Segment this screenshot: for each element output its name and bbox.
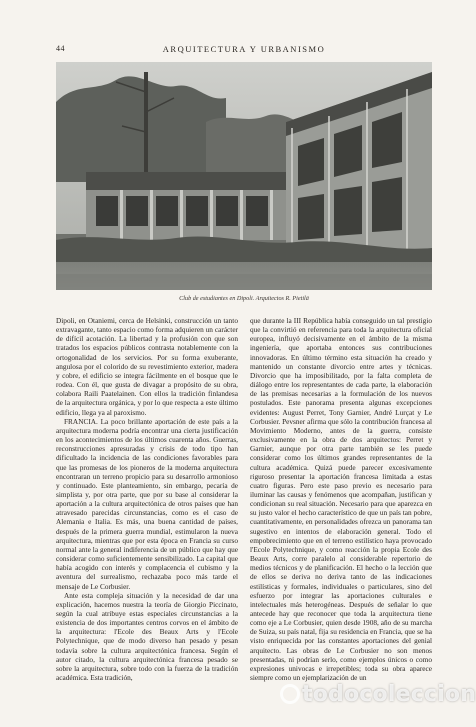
paragraph: Ante esta compleja situación y la necesidad de dar una explicación, hacemos nuestra la teoría de Giorgio Piccinato, según la cual atribuye estas especiales circunstancias a la existencia de dos importantes centros corvos en el ámbito de la arquitectura: l'Ecole des Beaux Arts y l'Ecole Polytechnique, que de modo diverso han pesado y pesan todavía sobre la cultura arquitectónica francesa. Según el autor citado, la cultura arquitectónica francesa pesado se sobre la arquitectura, sobre todo con la fuerza de la tradición académica. Esta tradición, <box>56 590 238 683</box>
right-column <box>250 316 432 708</box>
paragraph: Dipoli, en Otaniemi, cerca de Helsinki, construcción un tanto extravagante, tanto espacio como forma adquieren un carácter de difícil acotación. La libertad y la profusión con que son tratados los espacios públicos contrasta notablemente con la ortogonalidad de los servicios. Por su forma exuberante, angulosa por el colorido de su revestimiento exterior, madera y cobre, el edificio se integra fácilmente en el bosque que le rodea. Con él, que gusta de divagar a propósito de su obra, colabora Raili Paatelainen. Con ellos la tradición finlandesa de la arquitectura orgánica, y por lo que respecta a este último edificio, llega ya al paroxismo. <box>56 316 238 417</box>
page-header <box>56 44 432 56</box>
figure-caption: Club de estudiantes en Dipoli. Arquitectos R. Pietilä <box>179 295 309 302</box>
page-number: 44 <box>56 44 65 53</box>
building-photograph <box>56 62 432 290</box>
left-column <box>56 316 238 708</box>
watermark-text: todocoleccion <box>302 682 476 707</box>
journal-title: ARQUITECTURA Y URBANISMO <box>162 44 326 54</box>
watermark-logo-icon <box>280 684 300 704</box>
watermark <box>280 682 476 716</box>
paragraph: que durante la III República había conseguido un tal prestigio que la convirtió en referencia para toda la arquitectura oficial europea, influyó decisivamente en el ámbito de la misma ingeniería, que aportaba entonces sus contribuciones innovadoras. En último término esta situación ha creado y mantenido un constante divorcio entre artes y técnicas. Divorcio que ha imposibilitado, por la falta completa de diálogo entre los representantes de cada parte, la elaboración de las premisas necesarias a la formulación de los nuevos postulados. Este panorama presenta algunas excepciones evidentes: August Perret, Tony Garnier, André Lurçat y Le Corbusier. Pevsner afirma que sólo la contribución francesa al Movimiento Moderno, antes de la guerra, consiste exclusivamente en la obra de dos arquitectos: Perret y Garnier, aunque por otra parte también se les puede considerar como los últimos grandes representantes de la cultura académica. Quizá puede parecer excesivamente riguroso presentar la aportación francesa limitada a estas cuatro figuras. Pero este paso previo es necesario para iluminar las causas y fenómenos que acompañan, justifican y condicionan su real situación. Necesario para que aparezca en su justo valor el hecho característico de que un país tan pobre, cuantitativamente, en personalidades ofrezca un panorama tan sugestivo en intentos de elaboración general. Todo el empobrecimiento que en el terreno estilístico haya provocado l'Ecole Polytechnique, y como reacción la propia Ecole des Beaux Arts, corre paralelo al considerable repertorio de medios técnicos y de planificación. El hecho o la lección que de ellos se deriva no deriva tanto de las indicaciones estilísticas y formales, individuales o particulares, sino del esfuerzo por integrar las aportaciones culturales e intelectuales más heterogéneas. Después de señalar lo que antecede hay que reconocer que toda la arquitectura tiene como eje a Le Corbusier, quien desde 1908, año de su marcha de Suiza, su país natal, fija su residencia en Francia, que se ha visto enriquecida por las constantes aportaciones del genial arquitecto. Las obras de Le Corbusier no son menos presentadas, ni podrían serlo, como ejemplos únicos o como expresiones univocas e irrepetibles; toda su obra aparece siempre como un ejemplarización de un <box>250 316 432 683</box>
article-body <box>56 316 432 708</box>
paragraph: FRANCIA. La poco brillante aportación de este país a la arquitectura moderna podría encontrar una cierta justificación en los acontecimientos de los últimos cuarenta años. Guerras, reconstrucciones apresuradas y crisis de todo tipo han dificultado la incidencia de las condiciones favorables para que las promesas de los pioneros de la moderna arquitectura encontraran un terreno propicio para su desarrollo armonioso y continuado. Este planteamiento, sin embargo, pecaría de simplista y, por otra parte, que por su base al considerar la aportación a la cultura arquitectónica de otros países que han atravesado parecidas circunstancias, como es el caso de Alemania e Italia. Es más, una buena cantidad de países, después de la primera guerra mundial, estimularon la nueva arquitectura, mientras que por esta época en Francia su curso normal ante la general indiferencia de un público que hay que considerar como suficientemente sensibilizado. La capital que había acogido con interés y complacencia el cubismo y la aventura del surrealismo, rechazaba poco más tarde el mensaje de Le Corbusier. <box>56 416 238 591</box>
